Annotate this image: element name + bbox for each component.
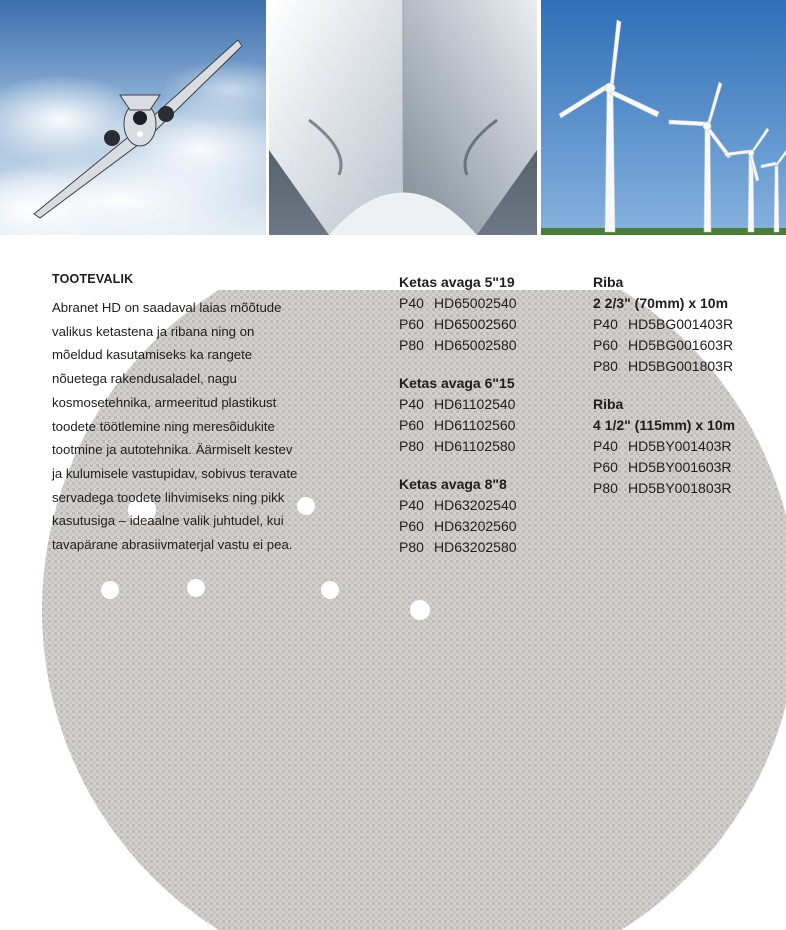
body-text-line: Abranet HD on saadaval laias mõõtude [52, 300, 282, 315]
strip-group [593, 394, 735, 499]
product-item [399, 537, 517, 558]
product-code: HD65002560 [434, 316, 517, 332]
body-text-line: mõeldud kasutamiseks ka rangete [52, 347, 253, 363]
grit-label: P40 [399, 295, 424, 311]
disc-group [399, 272, 517, 356]
product-item [399, 394, 517, 415]
grit-label: P60 [593, 459, 618, 475]
strip-size: 2 2/3" (70mm) x 10m [593, 295, 729, 311]
section-title: TOOTEVALIK [52, 272, 134, 286]
grit-label: P80 [399, 337, 424, 353]
product-code: HD63202560 [434, 518, 517, 534]
disc-group-title: Ketas avaga 8"8 [399, 476, 507, 492]
wind-turbines-photo [541, 0, 786, 235]
grit-label: P60 [399, 417, 424, 433]
grit-label: P80 [399, 438, 424, 454]
grit-label: P60 [399, 316, 424, 332]
product-code: HD61102560 [434, 417, 516, 433]
intro-section [52, 272, 314, 557]
product-code: HD5BY001603R [628, 459, 732, 475]
grit-label: P60 [399, 518, 424, 534]
grit-label: P80 [399, 539, 424, 555]
disc-group-title: Ketas avaga 6"15 [399, 375, 515, 391]
product-item [593, 478, 735, 499]
strip-group-title: Riba [593, 274, 624, 290]
body-text-line: toodete töötlemine ning meresõidukite [52, 418, 275, 434]
body-text-line: tavapärane abrasiivmaterjal vastu ei pea. [52, 537, 293, 553]
intro-body [52, 296, 314, 557]
jet-photo [0, 0, 266, 235]
disc-product-list [399, 272, 517, 575]
strip-size: 4 1/2" (115mm) x 10m [593, 417, 736, 433]
product-code: HD5BY001403R [628, 438, 732, 454]
grit-label: P40 [593, 316, 618, 332]
product-item [399, 436, 517, 457]
product-code: HD5BG001803R [628, 358, 734, 374]
product-code: HD63202540 [434, 497, 517, 513]
product-item [593, 335, 735, 356]
product-item [399, 335, 517, 356]
body-text-line: nõuetega rakendusaladel, nagu [52, 371, 237, 387]
disc-group [399, 474, 517, 558]
body-text-line: servadega toodete lihvimiseks ning pikk [52, 489, 285, 505]
strip-product-list [593, 272, 735, 516]
product-code: HD61102540 [434, 396, 516, 412]
disc-group [399, 373, 517, 457]
grit-label: P40 [399, 396, 424, 412]
grit-label: P80 [593, 480, 618, 496]
product-item [593, 356, 735, 377]
grit-label: P60 [593, 337, 618, 353]
product-code: HD5BG001603R [628, 337, 734, 353]
product-item [593, 457, 735, 478]
disc-group-title: Ketas avaga 5"19 [399, 274, 515, 290]
product-item [399, 516, 517, 537]
product-code: HD5BY001803R [628, 480, 732, 496]
body-text-line: valikus ketastena ja ribana ning on [52, 323, 255, 339]
product-code: HD65002540 [434, 295, 517, 311]
product-item [399, 293, 517, 314]
strip-group [593, 272, 735, 377]
product-item [593, 436, 735, 457]
product-code: HD63202580 [434, 539, 517, 555]
product-code: HD5BG001403R [628, 316, 734, 332]
strip-group-title: Riba [593, 396, 624, 412]
product-code: HD61102580 [434, 438, 516, 454]
body-text-line: ja kulumisele vastupidav, sobivus teravate [52, 465, 298, 481]
product-code: HD65002580 [434, 337, 517, 353]
grit-label: P40 [399, 497, 424, 513]
boat-hull-photo [269, 0, 537, 235]
body-text-line: kosmosetehnika, armeeritud plastikust [52, 394, 277, 410]
grit-label: P40 [593, 438, 618, 454]
body-text-line: tootmine ja autotehnika. Äärmiselt kestev [52, 442, 293, 458]
product-item [593, 314, 735, 335]
header-photos [0, 0, 786, 235]
grit-label: P80 [593, 358, 618, 374]
product-item [399, 314, 517, 335]
body-text-line: kasutusiga – ideaalne valik juhtudel, kui [52, 513, 284, 529]
product-item [399, 495, 517, 516]
product-item [399, 415, 517, 436]
